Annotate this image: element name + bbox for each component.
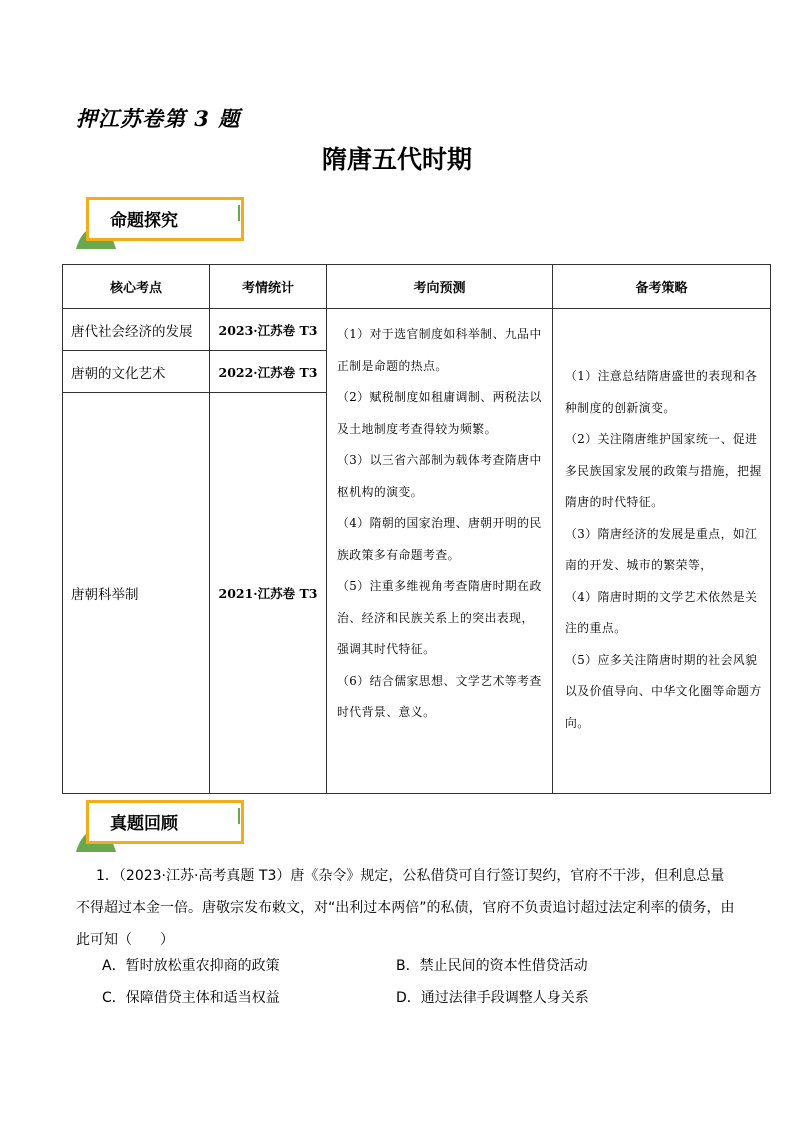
section-title-review: 真题回顾 (110, 814, 178, 834)
strategy-item: （3）隋唐经济的发展是重点，如江南的开发、城市的繁荣等， (565, 526, 758, 572)
prediction-item: （1）对于选官制度如科举制、九品中正制是命题的热点。 (337, 327, 542, 373)
topic-cell: 唐朝科举制 (63, 393, 210, 794)
column-header: 考情统计 (210, 265, 327, 309)
exam-kicker: 押江苏卷第 3 题 (76, 106, 241, 131)
section-banner-review (76, 800, 248, 852)
column-header: 考向预测 (327, 265, 553, 309)
table-header-row (63, 265, 771, 309)
option-b[interactable]: B．禁止民间的资本性借贷活动 (396, 958, 588, 974)
exam-analysis-table (62, 264, 771, 794)
stat-cell: 2023·江苏卷 T3 (210, 309, 327, 351)
strategy-item: （1）注意总结隋唐盛世的表现和各种制度的创新演变。 (565, 369, 758, 415)
prediction-item: （6）结合儒家思想、文学艺术等考查时代背景、意义。 (337, 673, 542, 719)
topic-cell: 唐代社会经济的发展 (63, 309, 210, 351)
page-title: 隋唐五代时期 (321, 145, 472, 174)
question-stem (76, 860, 736, 956)
prediction-cell (327, 309, 553, 794)
section-banner-explore (76, 197, 248, 249)
option-d[interactable]: D．通过法律手段调整人身关系 (396, 990, 589, 1006)
strategy-item: （2）关注隋唐维护国家统一、促进多民族国家发展的政策与措施，把握隋唐的时代特征。 (565, 432, 762, 509)
stat-cell: 2022·江苏卷 T3 (210, 351, 327, 393)
stat-cell: 2021·江苏卷 T3 (210, 393, 327, 794)
prediction-item: （5）注重多维视角考查隋唐时期在政治、经济和民族关系上的突出表现，强调其时代特征。 (337, 579, 542, 656)
option-a[interactable]: A．暂时放松重农抑商的政策 (102, 958, 280, 974)
prediction-item: （4）隋朝的国家治理、唐朝开明的民族政策多有命题考查。 (337, 516, 542, 562)
option-c[interactable]: C．保障借贷主体和适当权益 (102, 990, 280, 1006)
question-line: 不得超过本金一倍。唐敬宗发布敕文，对“出利过本两倍”的私债，官府不负责追讨超过法定利率的债务，由 (76, 900, 735, 916)
strategy-item: （5）应多关注隋唐时期的社会风貌以及价值导向、中华文化圈等命题方向。 (565, 652, 762, 730)
topic-cell: 唐朝的文化艺术 (63, 351, 210, 393)
table-row (63, 309, 771, 351)
section-title-explore: 命题探究 (110, 211, 178, 231)
prediction-item: （2）赋税制度如租庸调制、两税法以及土地制度考查得较为频繁。 (337, 390, 542, 436)
question-line: 1．（2023·江苏·高考真题 T3）唐《杂令》规定，公私借贷可自行签订契约，官府不干涉，但利息总量 (96, 868, 725, 884)
column-header: 核心考点 (63, 265, 210, 309)
banner-accent (238, 808, 240, 824)
banner-accent (238, 205, 240, 221)
strategy-item: （4）隋唐时期的文学艺术依然是关注的重点。 (565, 589, 758, 635)
prediction-item: （3）以三省六部制为载体考查隋唐中枢机构的演变。 (337, 453, 542, 499)
column-header: 备考策略 (553, 265, 771, 309)
question-line: 此可知（ ） (76, 932, 174, 948)
strategy-cell (553, 309, 771, 794)
